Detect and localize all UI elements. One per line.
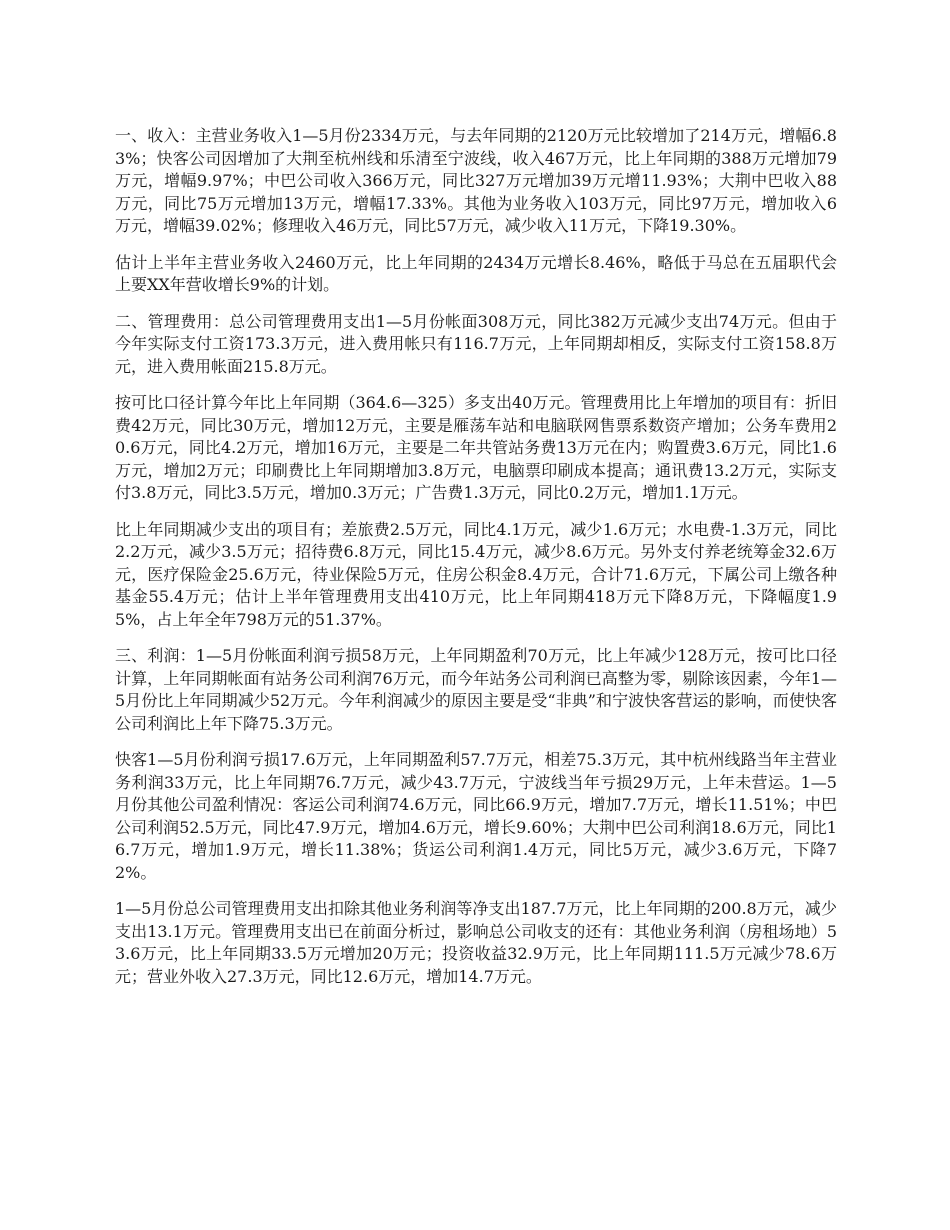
document-body	[115, 125, 837, 1002]
paragraph-expense-decrease: 比上年同期减少支出的项目有；差旅费2.5万元，同比4.1万元，减少1.6万元；水电费-1.3万元，同比2.2万元，减少3.5万元；招待费6.8万元，同比15.4万元，减少8.6万元。另外支付养老统筹金32.6万元，医疗保险金25.6万元，待业保险5万元，住房公积金8.4万元，合计71.6万元，下属公司上缴各种基金55.4万元；估计上半年管理费用支出410万元，比上年同期418万元下降8万元，下降幅度1.95%，占上年全年798万元的51.37%。	[115, 519, 837, 629]
paragraph-management-expense: 二、管理费用：总公司管理费用支出1—5月份帐面308万元，同比382万元减少支出74万元。但由于今年实际支付工资173.3万元，进入费用帐只有116.7万元，上年同期却相反，实际支付工资158.8万元，进入费用帐面215.8万元。	[115, 311, 837, 376]
paragraph-profit: 三、利润：1—5月份帐面利润亏损58万元，上年同期盈利70万元，比上年减少128万元，按可比口径计算，上年同期帐面有站务公司利润76万元，而今年站务公司利润已高整为零，剔除该因素，今年1—5月份比上年同期减少52万元。今年利润减少的原因主要是受“非典”和宁波快客营运的影响，而使快客公司利润比上年下降75.3万元。	[115, 646, 837, 733]
paragraph-income: 一、收入：主营业务收入1—5月份2334万元，与去年同期的2120万元比较增加了214万元，增幅6.83%；快客公司因增加了大荆至杭州线和乐清至宁波线，收入467万元，比上年同期的388万元增加79万元，增幅9.97%；中巴公司收入366万元，同比327万元增加39万元增11.93%；大荆中巴收入88万元，同比75万元增加13万元，增幅17.33%。其他为业务收入103万元，同比97万元，增加收入6万元，增幅39.02%；修理收入46万元，同比57万元，减少收入11万元，下降19.30%。	[115, 126, 837, 235]
paragraph-express-profit: 快客1—5月份利润亏损17.6万元，上年同期盈利57.7万元，相差75.3万元，其中杭州线路当年主营业务利润33万元，比上年同期76.7万元，减少43.7万元，宁波线当年亏损29万元，上年未营运。1—5月份其他公司盈利情况：客运公司利润74.6万元，同比66.9万元，增加7.7万元，增长11.51%；中巴公司利润52.5万元，同比47.9万元，增加4.6万元，增长9.60%；大荆中巴公司利润18.6万元，同比16.7万元，增加1.9万元，增长11.38%；货运公司利润1.4万元，同比5万元，减少3.6万元，下降72%。	[115, 750, 837, 882]
paragraph-income-estimate: 估计上半年主营业务收入2460万元，比上年同期的2434万元增长8.46%，略低于马总在五届职代会上要XX年营收增长9%的计划。	[115, 252, 837, 294]
paragraph-expense-increase: 按可比口径计算今年比上年同期（364.6—325）多支出40万元。管理费用比上年增加的项目有：折旧费42万元，同比30万元，增加12万元，主要是雁荡车站和电脑联网售票系数资产增加；公务车费用20.6万元，同比4.2万元，增加16万元，主要是二年共管站务费13万元在内；购置费3.6万元，同比1.6万元，增加2万元；印刷费比上年同期增加3.8万元，电脑票印刷成本提高；通讯费13.2万元，实际支付3.8万元，同比3.5万元，增加0.3万元；广告费1.3万元，同比0.2万元，增加1.1万元。	[115, 393, 837, 502]
paragraph-net-expense: 1—5月份总公司管理费用支出扣除其他业务利润等净支出187.7万元，比上年同期的200.8万元，减少支出13.1万元。管理费用支出已在前面分析过，影响总公司收支的还有：其他业务利润（房租场地）53.6万元，比上年同期33.5万元增加20万元；投资收益32.9万元，比上年同期111.5万元减少78.6万元；营业外收入27.3万元，同比12.6万元，增加14.7万元。	[115, 899, 837, 986]
